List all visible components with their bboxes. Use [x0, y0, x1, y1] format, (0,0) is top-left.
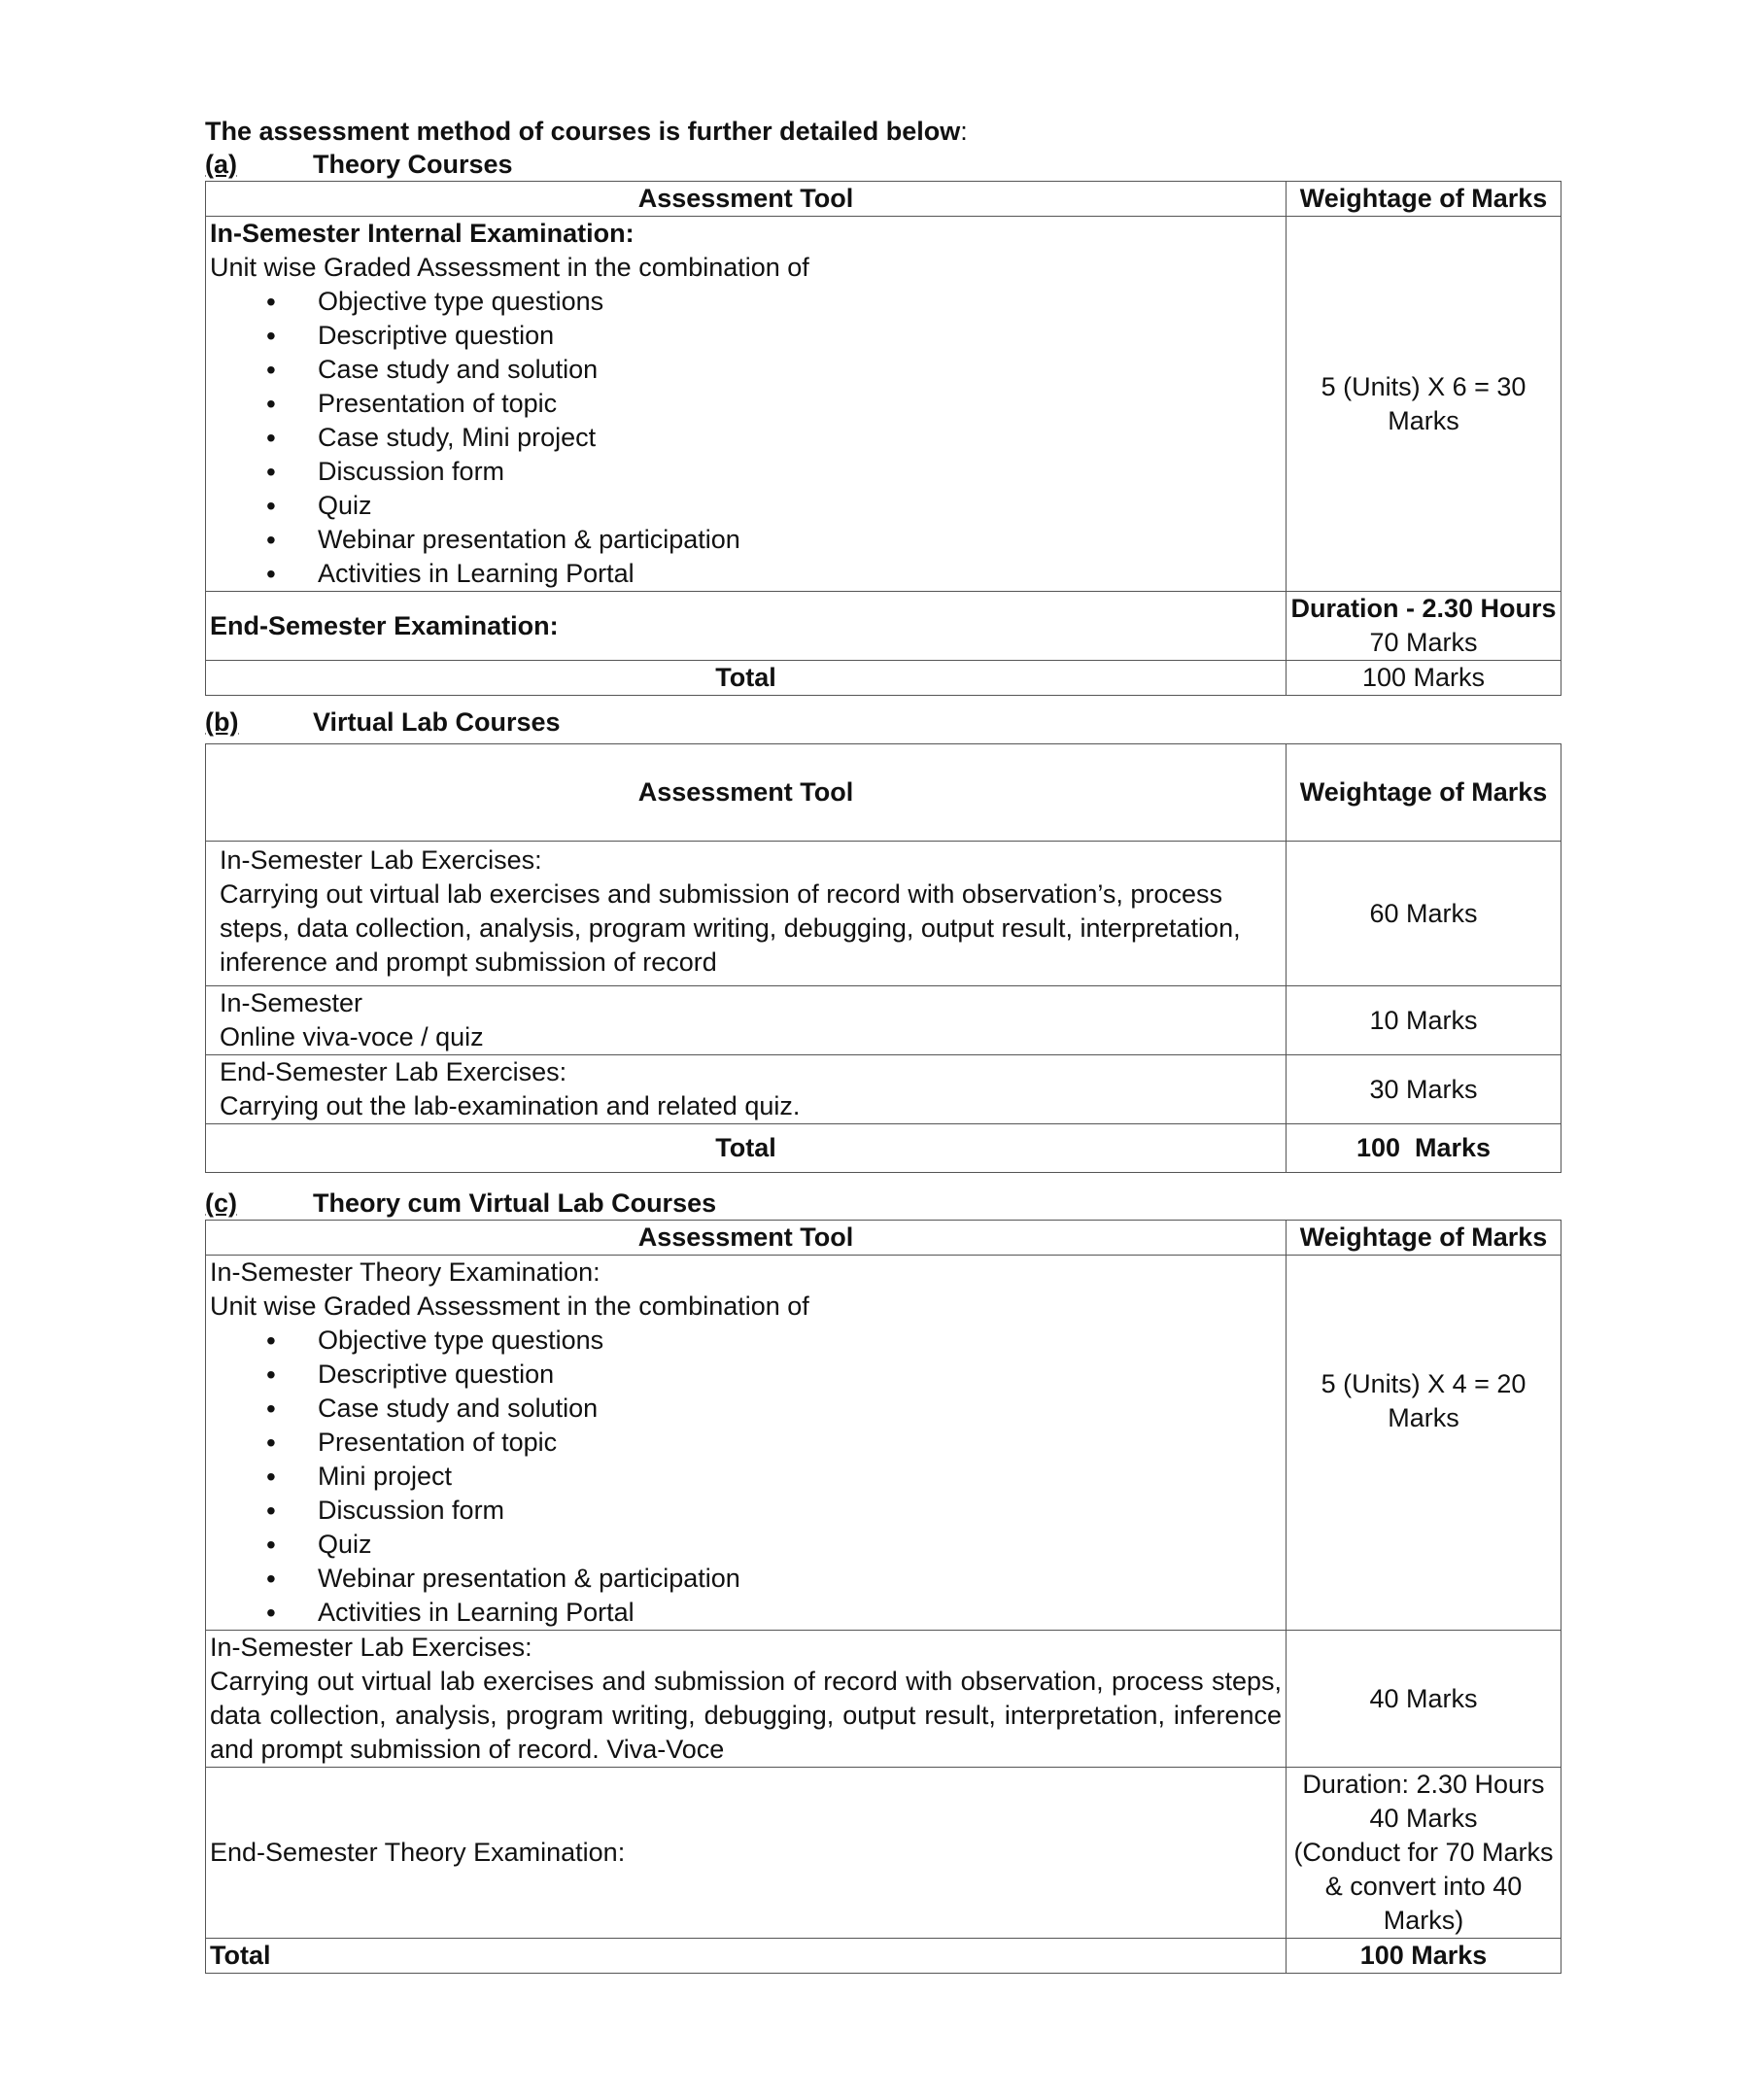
total-marks: 100 Marks: [1287, 661, 1561, 696]
end-theory-m3: (Conduct for 70 Marks: [1293, 1838, 1554, 1867]
list-item: • Descriptive question: [318, 1358, 1282, 1392]
virtual-lab-table: [205, 743, 1561, 1173]
viva-desc: Online viva-voce / quiz: [220, 1022, 484, 1051]
total-label: Total: [206, 1939, 1287, 1974]
viva-row: [206, 986, 1561, 1055]
lab-exercise-marks: 40 Marks: [1287, 1631, 1561, 1768]
table-header-row: [206, 744, 1561, 842]
section-a-title: Theory Courses: [313, 150, 513, 179]
internal-marks-line2: Marks: [1388, 405, 1459, 435]
total-row: [206, 1124, 1561, 1173]
lab-exercise-row: [206, 1631, 1561, 1768]
intro-text: The assessment method of courses is further detailed below: [205, 117, 961, 146]
end-exam-marks: [1287, 592, 1561, 661]
total-label: Total: [206, 1124, 1287, 1173]
assessment-document: [205, 115, 1557, 1974]
internal-exam-list: [210, 285, 1282, 591]
list-item: • Quiz: [318, 1528, 1282, 1562]
intro-colon: :: [960, 117, 968, 146]
theory-marks-line1: 5 (Units) X 4 = 20: [1321, 1369, 1527, 1398]
lab-exercise-desc: Carrying out virtual lab exercises and submission of record with observation, process steps, data collection, analysis, program writing, debugging, output result, interpretation, inference and prompt submission of record. Viva-Voce: [210, 1667, 1282, 1764]
end-exam-row: [206, 592, 1561, 661]
assessment-tool-header: Assessment Tool: [206, 182, 1287, 217]
theory-exam-row: [206, 1256, 1561, 1631]
total-label: Total: [206, 661, 1287, 696]
list-item: • Activities in Learning Portal: [318, 557, 1282, 591]
internal-exam-row: [206, 217, 1561, 592]
theory-exam-marks: [1287, 1256, 1561, 1631]
total-row: [206, 661, 1561, 696]
lab-exercise-marks: 60 Marks: [1287, 842, 1561, 986]
internal-exam-sub: Unit wise Graded Assessment in the combination of: [210, 253, 809, 282]
section-c-heading: [205, 1187, 1551, 1220]
end-lab-row: [206, 1055, 1561, 1124]
assessment-tool-header: Assessment Tool: [206, 744, 1287, 842]
table-header-row: [206, 1221, 1561, 1256]
section-a-heading: [205, 148, 1551, 181]
list-item: • Presentation of topic: [318, 1426, 1282, 1460]
list-item: • Descriptive question: [318, 319, 1282, 353]
theory-exam-heading: In-Semester Theory Examination:: [210, 1257, 600, 1287]
end-lab-cell: [206, 1055, 1287, 1124]
theory-exam-cell: [206, 1256, 1287, 1631]
theory-courses-table: [205, 181, 1561, 696]
internal-exam-marks: [1287, 217, 1561, 592]
end-lab-heading: End-Semester Lab Exercises:: [220, 1057, 567, 1086]
list-item: • Case study, Mini project: [318, 421, 1282, 455]
end-theory-m1: Duration: 2.30 Hours: [1302, 1770, 1545, 1799]
section-b-heading: [205, 706, 1551, 739]
theory-cum-lab-table: [205, 1220, 1561, 1974]
list-item: • Discussion form: [318, 1494, 1282, 1528]
list-item: • Webinar presentation & participation: [318, 1562, 1282, 1596]
table-header-row: [206, 182, 1561, 217]
end-exam-duration: Duration - 2.30 Hours: [1290, 594, 1557, 623]
internal-exam-heading: In-Semester Internal Examination:: [210, 219, 635, 248]
section-c-title: Theory cum Virtual Lab Courses: [313, 1188, 717, 1218]
assessment-tool-header: Assessment Tool: [206, 1221, 1287, 1256]
viva-cell: [206, 986, 1287, 1055]
theory-marks-line2: Marks: [1388, 1403, 1459, 1432]
weightage-header: Weightage of Marks: [1287, 744, 1561, 842]
internal-exam-cell: [206, 217, 1287, 592]
intro-line: [205, 115, 1551, 148]
lab-exercise-cell: [206, 1631, 1287, 1768]
end-lab-desc: Carrying out the lab-examination and related quiz.: [220, 1091, 801, 1120]
total-marks: 100 Marks: [1287, 1124, 1561, 1173]
list-item: • Case study and solution: [318, 1392, 1282, 1426]
lab-exercise-heading: In-Semester Lab Exercises:: [220, 845, 542, 875]
total-row: [206, 1939, 1561, 1974]
end-exam-marks-value: 70 Marks: [1369, 628, 1478, 657]
list-item: • Quiz: [318, 489, 1282, 523]
list-item: • Objective type questions: [318, 285, 1282, 319]
section-b-title: Virtual Lab Courses: [313, 707, 561, 737]
end-exam-label: End-Semester Examination:: [206, 592, 1287, 661]
end-theory-m5: Marks): [1383, 1906, 1464, 1935]
end-lab-marks: 30 Marks: [1287, 1055, 1561, 1124]
end-theory-m2: 40 Marks: [1369, 1804, 1478, 1833]
end-theory-m4: & convert into 40: [1324, 1872, 1523, 1901]
list-item: • Presentation of topic: [318, 387, 1282, 421]
end-theory-label: End-Semester Theory Examination:: [206, 1768, 1287, 1939]
total-marks: 100 Marks: [1287, 1939, 1561, 1974]
lab-exercise-heading: In-Semester Lab Exercises:: [210, 1633, 532, 1662]
list-item: • Mini project: [318, 1460, 1282, 1494]
viva-heading: In-Semester: [220, 988, 363, 1017]
lab-exercise-desc: Carrying out virtual lab exercises and submission of record with observation’s, process steps, data collection, analysis, program writing, debugging, output result, interpretation, inference and prompt submission of record: [220, 879, 1241, 977]
lab-exercise-cell: [206, 842, 1287, 986]
section-c-letter: (c): [205, 1188, 237, 1218]
section-b-letter: (b): [205, 707, 239, 737]
lab-exercise-row: [206, 842, 1561, 986]
end-theory-marks: [1287, 1768, 1561, 1939]
theory-exam-sub: Unit wise Graded Assessment in the combination of: [210, 1291, 809, 1321]
list-item: • Discussion form: [318, 455, 1282, 489]
viva-marks: 10 Marks: [1287, 986, 1561, 1055]
list-item: • Activities in Learning Portal: [318, 1596, 1282, 1630]
list-item: • Objective type questions: [318, 1324, 1282, 1358]
end-theory-row: [206, 1768, 1561, 1939]
weightage-header: Weightage of Marks: [1287, 182, 1561, 217]
list-item: • Case study and solution: [318, 353, 1282, 387]
weightage-header: Weightage of Marks: [1287, 1221, 1561, 1256]
list-item: • Webinar presentation & participation: [318, 523, 1282, 557]
internal-marks-line1: 5 (Units) X 6 = 30: [1321, 371, 1527, 401]
theory-exam-list: [210, 1324, 1282, 1630]
section-a-letter: (a): [205, 150, 237, 179]
